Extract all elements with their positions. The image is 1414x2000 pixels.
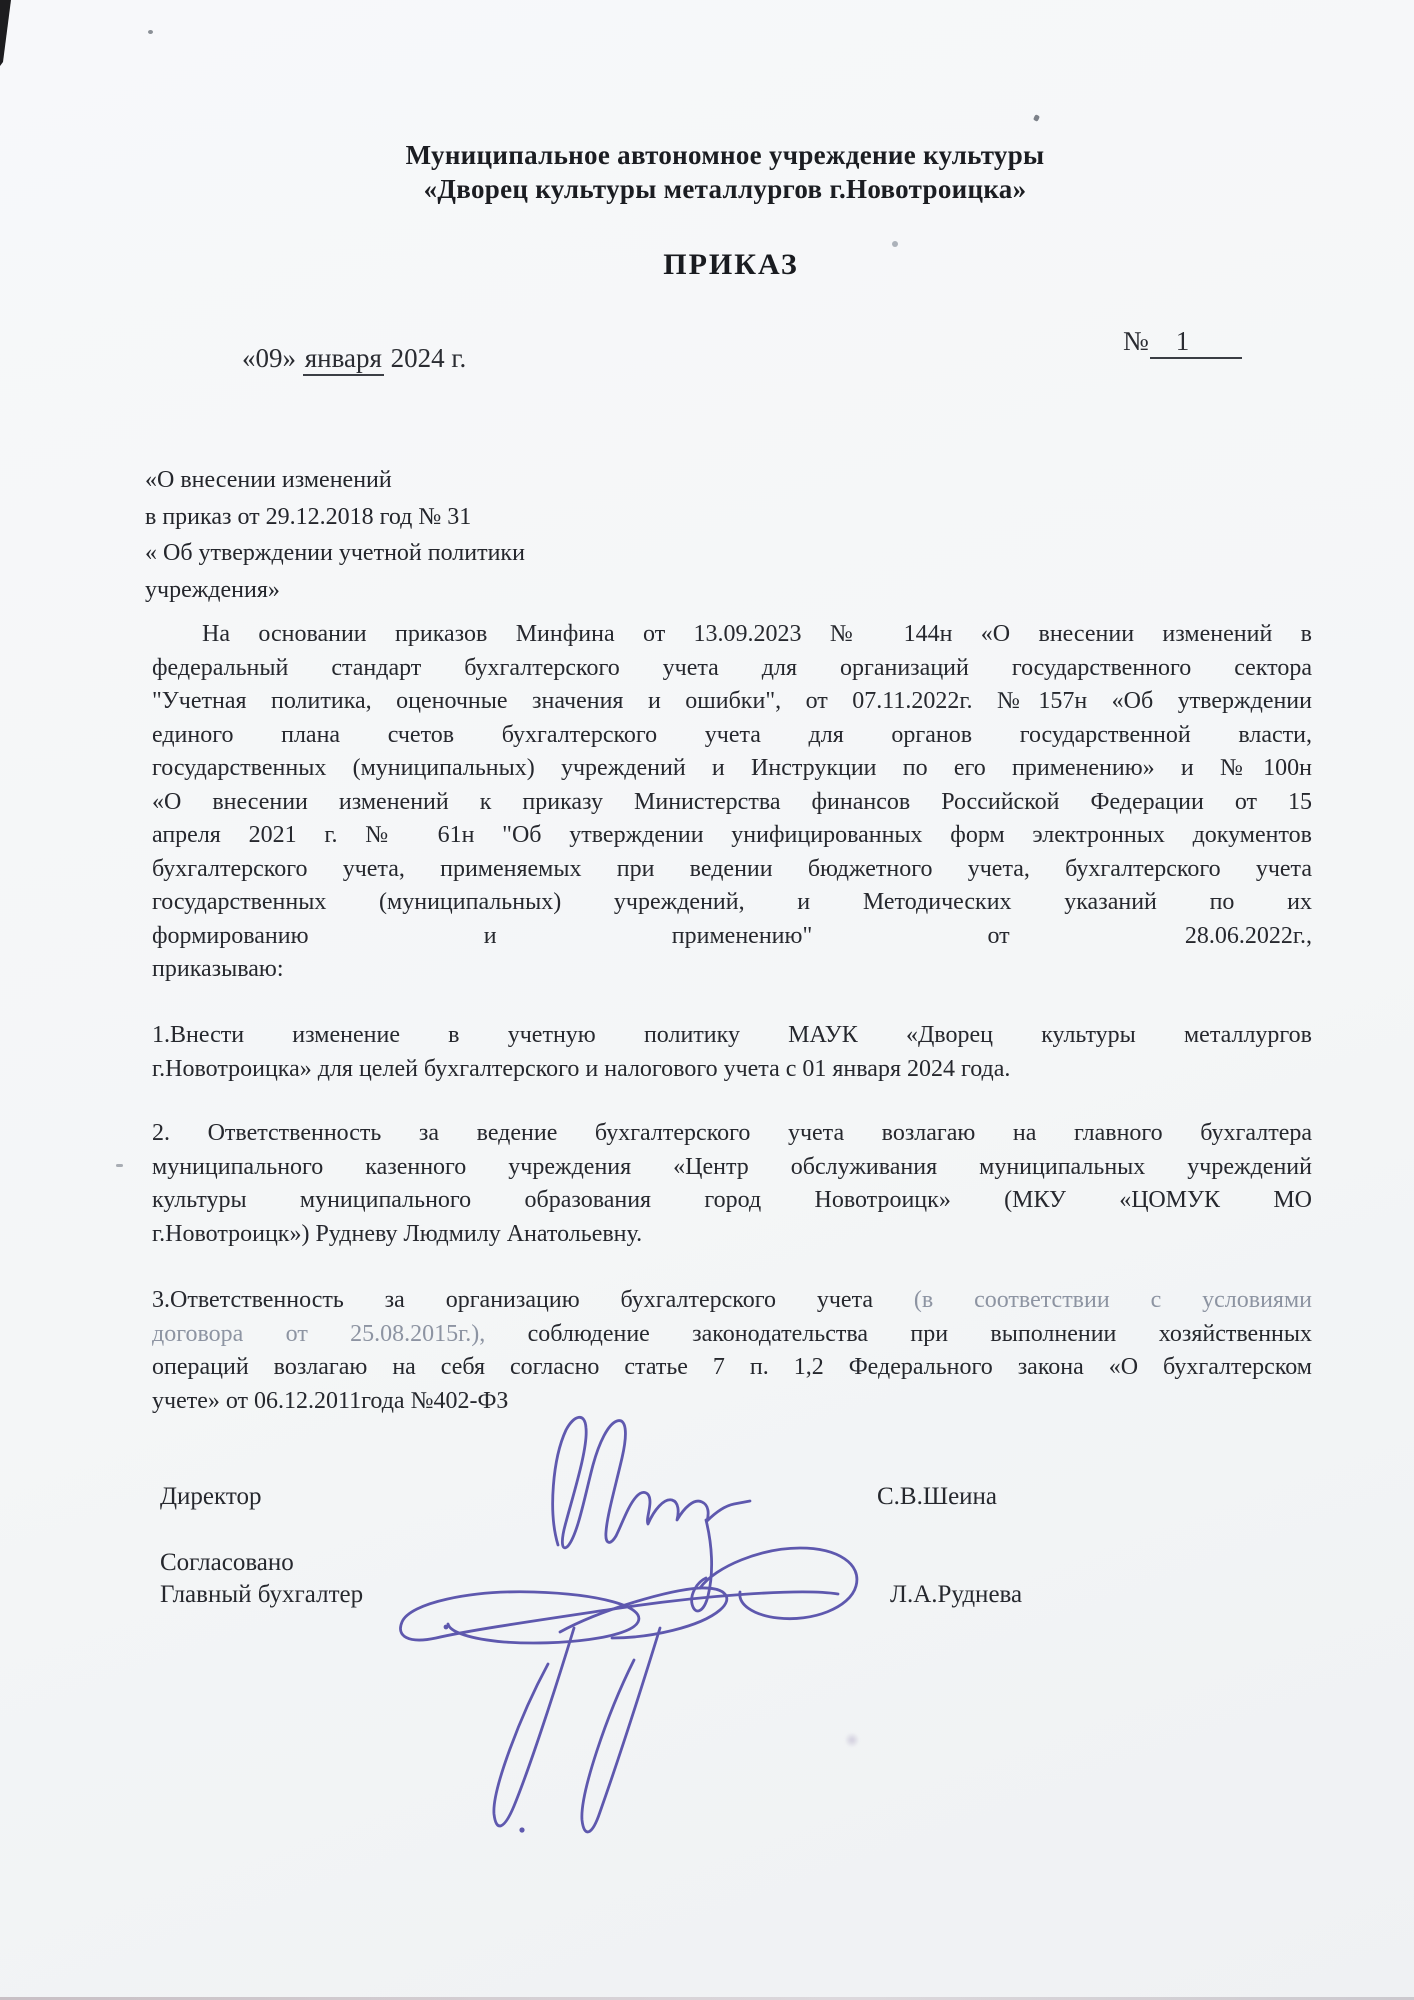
- item-text: 3.Ответственность за организацию бухгалтерского учета: [152, 1287, 914, 1313]
- preamble-line: единого плана счетов бухгалтерского учета для органов государственной власти,: [152, 721, 1312, 748]
- decree-word: приказываю:: [152, 956, 284, 982]
- item-line: [152, 1284, 1312, 1318]
- date-year: 2024 г.: [390, 343, 467, 373]
- accountant-signature-curl-ink: [700, 1548, 857, 1619]
- item-line: 2. Ответственность за ведение бухгалтерского учета возлагаю на главного бухгалтера: [152, 1120, 1312, 1146]
- date-month: января: [303, 343, 384, 376]
- item-line: муниципального казенного учреждения «Центр обслуживания муниципальных учреждений: [152, 1153, 1312, 1180]
- organization-name-line1: Муниципальное автономное учреждение культуры: [405, 140, 1045, 170]
- scan-speck: [148, 30, 153, 34]
- order-item-1: [152, 1019, 1312, 1086]
- number-blank-line: [1150, 326, 1242, 359]
- subject-line: « Об утверждении учетной политики: [145, 540, 525, 566]
- preamble-line: «О внесении изменений к приказу Министерства финансов Российской Федерации от 15: [152, 788, 1312, 815]
- subject-line: учреждения»: [145, 576, 280, 603]
- accountant-signature-ink: [400, 1592, 838, 1643]
- subject-line: «О внесении изменений: [145, 467, 392, 493]
- order-item-3: [152, 1284, 1312, 1418]
- item-line: [152, 1318, 1312, 1352]
- ink-dot: [444, 1625, 449, 1630]
- director-signature-tail-ink: [692, 1520, 712, 1611]
- scan-corner-artifact: [0, 0, 14, 68]
- preamble-line: На основании приказов Минфина от 13.09.2023 № 144н «О внесении изменений в: [202, 621, 1312, 647]
- item-text-faded: договора от 25.08.2015г.),: [152, 1320, 486, 1347]
- director-signature-ink: [553, 1417, 750, 1548]
- accountant-role-label: Главный бухгалтер: [160, 1581, 364, 1608]
- accountant-name: Л.А.Руднева: [890, 1581, 1023, 1608]
- preamble-paragraph: [152, 618, 1312, 987]
- number-value: 1: [1175, 326, 1190, 356]
- item-line: операций возлагаю на себя согласно статье 7 п. 1,2 Федерального закона «О бухгалтерском: [152, 1354, 1312, 1380]
- scan-speck: [892, 241, 898, 247]
- preamble-line: апреля 2021 г. № 61н "Об утверждении унифицированных форм электронных документов: [152, 822, 1312, 848]
- item-text-faded: (в соответствии с условиями: [913, 1287, 1312, 1313]
- director-role-label: Директор: [160, 1483, 262, 1510]
- item-line: г.Новотроицк») Рудневу Людмилу Анатольевну.: [152, 1220, 643, 1247]
- subject-line: в приказ от 29.12.2018 год № 31: [145, 503, 472, 530]
- ink-dot: [519, 1827, 524, 1832]
- accountant-signature-descender2-ink: [582, 1628, 660, 1832]
- item-line: г.Новотроицка» для целей бухгалтерского и налогового учета с 01 января 2024 года.: [152, 1055, 1011, 1082]
- item-line: культуры муниципального образования город Новотроицк» (МКУ «ЦОМУК МО: [152, 1187, 1312, 1213]
- item-line: учете» от 06.12.2011года №402-ФЗ: [152, 1387, 509, 1414]
- preamble-line: государственных (муниципальных) учреждений и Инструкции по его применению» и №100н: [152, 755, 1312, 781]
- subject-block: [145, 462, 525, 608]
- scan-speck: [116, 1164, 123, 1167]
- accountant-signature-loop-ink: [560, 1588, 727, 1638]
- number-sign: №: [1123, 326, 1149, 356]
- preamble-line: государственных (муниципальных) учреждений, и Методических указаний по их: [152, 889, 1312, 915]
- order-title: ПРИКАЗ: [663, 248, 799, 281]
- organization-name-line2: «Дворец культуры металлургов г.Новотроицка»: [423, 174, 1027, 204]
- scan-smudge: [845, 1732, 859, 1748]
- order-date: [242, 343, 466, 374]
- preamble-line: бухгалтерского учета, применяемых при ведении бюджетного учета, бухгалтерского учета: [152, 855, 1312, 882]
- approved-label: Согласовано: [160, 1549, 294, 1576]
- preamble-line: федеральный стандарт бухгалтерского учета для организаций государственного сектора: [152, 654, 1312, 681]
- date-day: «09»: [242, 343, 296, 373]
- accountant-signature-descender1-ink: [494, 1628, 574, 1826]
- order-item-2: [152, 1117, 1312, 1251]
- preamble-line: формированию и применению" от 28.06.2022г.,: [152, 922, 1312, 949]
- scan-speck: [1033, 114, 1040, 122]
- order-number: [1123, 326, 1242, 359]
- item-text: соблюдение законодательства при выполнении хозяйственных: [485, 1320, 1313, 1347]
- director-name: С.В.Шеина: [877, 1483, 998, 1510]
- preamble-line: "Учетная политика, оценочные значения и ошибки", от 07.11.2022г. №157н «Об утверждении: [152, 688, 1312, 714]
- item-line: 1.Внести изменение в учетную политику МАУК «Дворец культуры металлургов: [152, 1022, 1312, 1048]
